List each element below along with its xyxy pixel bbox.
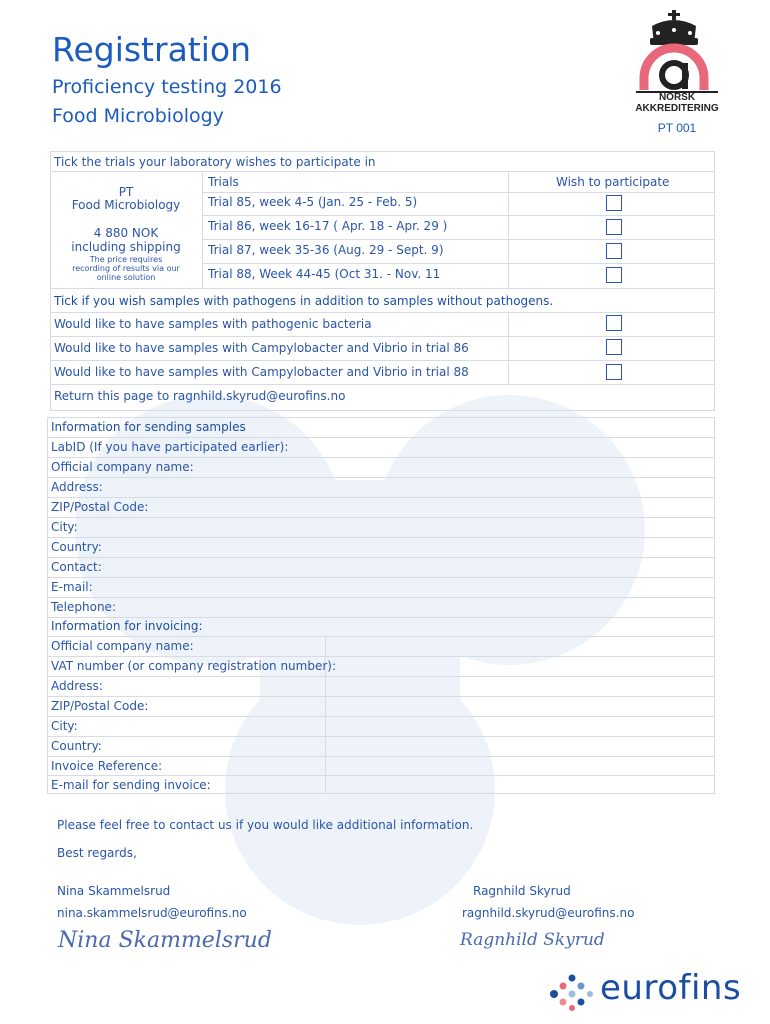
invoice-field-country: Country: — [51, 739, 102, 753]
invoice-field-company-name: Official company name: — [51, 639, 194, 653]
signer2-name: Ragnhild Skyrud — [473, 884, 571, 898]
field-labid: LabID (If you have participated earlier): — [51, 440, 289, 454]
trials-instruction: Tick the trials your laboratory wishes to participate in — [54, 155, 376, 169]
trial-85-checkbox[interactable] — [606, 195, 622, 211]
trial-87-checkbox[interactable] — [606, 243, 622, 259]
norsk-akkreditering-logo — [622, 8, 732, 136]
invoicing-section-title: Information for invoicing: — [51, 619, 203, 633]
accreditation-name — [622, 92, 732, 114]
invoice-field-email: E-mail for sending invoice: — [51, 778, 211, 792]
accreditation-line1: NORSK — [658, 92, 696, 103]
pathogen-trial86-checkbox[interactable] — [606, 339, 622, 355]
product-name: Food Microbiology — [71, 198, 181, 212]
field-address: Address: — [51, 480, 103, 494]
price-note: The price requires recording of results via our online solution — [72, 255, 180, 282]
invoice-field-vat: VAT number (or company registration number): — [51, 659, 337, 673]
page-title: Registration — [52, 30, 251, 69]
price-shipping: including shipping — [71, 240, 181, 254]
eurofins-logo-text: eurofins — [600, 968, 742, 1008]
trial-86-checkbox[interactable] — [606, 219, 622, 235]
signer1-email: nina.skammelsrud@eurofins.no — [57, 906, 247, 920]
field-country: Country: — [51, 540, 102, 554]
pathogen-option-trial88: Would like to have samples with Campylobacter and Vibrio in trial 88 — [54, 365, 469, 379]
regards: Best regards, — [57, 846, 137, 860]
trials-column-header: Trials — [208, 175, 239, 189]
page-subtitle: Proficiency testing 2016 — [52, 76, 282, 98]
field-zip: ZIP/Postal Code: — [51, 500, 149, 514]
signer2-signature: Ragnhild Skyrud — [460, 930, 605, 950]
wish-column-header: Wish to participate — [556, 175, 670, 189]
trial-86-label: Trial 86, week 16-17 ( Apr. 18 - Apr. 29 ) — [208, 219, 448, 233]
eurofins-logo-icon — [548, 972, 596, 1012]
accreditation-code: PT 001 — [657, 121, 697, 135]
pathogen-instruction: Tick if you wish samples with pathogens in addition to samples without pathogens. — [54, 294, 554, 308]
field-city: City: — [51, 520, 78, 534]
sending-section-title: Information for sending samples — [51, 420, 246, 434]
field-telephone: Telephone: — [51, 600, 116, 614]
signer1-name: Nina Skammelsrud — [57, 884, 171, 898]
invoice-field-city: City: — [51, 719, 78, 733]
invoice-field-reference: Invoice Reference: — [51, 759, 163, 773]
trial-88-checkbox[interactable] — [606, 267, 622, 283]
field-company-name: Official company name: — [51, 460, 194, 474]
return-note: Return this page to ragnhild.skyrud@eurofins.no — [54, 389, 346, 403]
signer1-signature: Nina Skammelsrud — [58, 928, 272, 953]
field-contact: Contact: — [51, 560, 102, 574]
field-email: E-mail: — [51, 580, 93, 594]
price: 4 880 NOK — [93, 226, 159, 240]
pathogen-trial88-checkbox[interactable] — [606, 364, 622, 380]
trial-88-label: Trial 88, Week 44-45 (Oct 31. - Nov. 11 — [208, 267, 441, 281]
product-pt: PT — [118, 185, 134, 199]
pathogen-bacteria-checkbox[interactable] — [606, 315, 622, 331]
invoice-field-zip: ZIP/Postal Code: — [51, 699, 149, 713]
pathogen-option-trial86: Would like to have samples with Campylobacter and Vibrio in trial 86 — [54, 341, 469, 355]
contact-note: Please feel free to contact us if you would like additional information. — [57, 818, 474, 832]
trial-85-label: Trial 85, week 4-5 (Jan. 25 - Feb. 5) — [208, 195, 418, 209]
page-subtitle-2: Food Microbiology — [52, 105, 224, 127]
signer2-email: ragnhild.skyrud@eurofins.no — [462, 906, 635, 920]
invoice-field-address: Address: — [51, 679, 103, 693]
trial-87-label: Trial 87, week 35-36 (Aug. 29 - Sept. 9) — [208, 243, 444, 257]
accreditation-line2: AKKREDITERING — [635, 103, 719, 114]
pathogen-option-bacteria: Would like to have samples with pathogenic bacteria — [54, 317, 372, 331]
